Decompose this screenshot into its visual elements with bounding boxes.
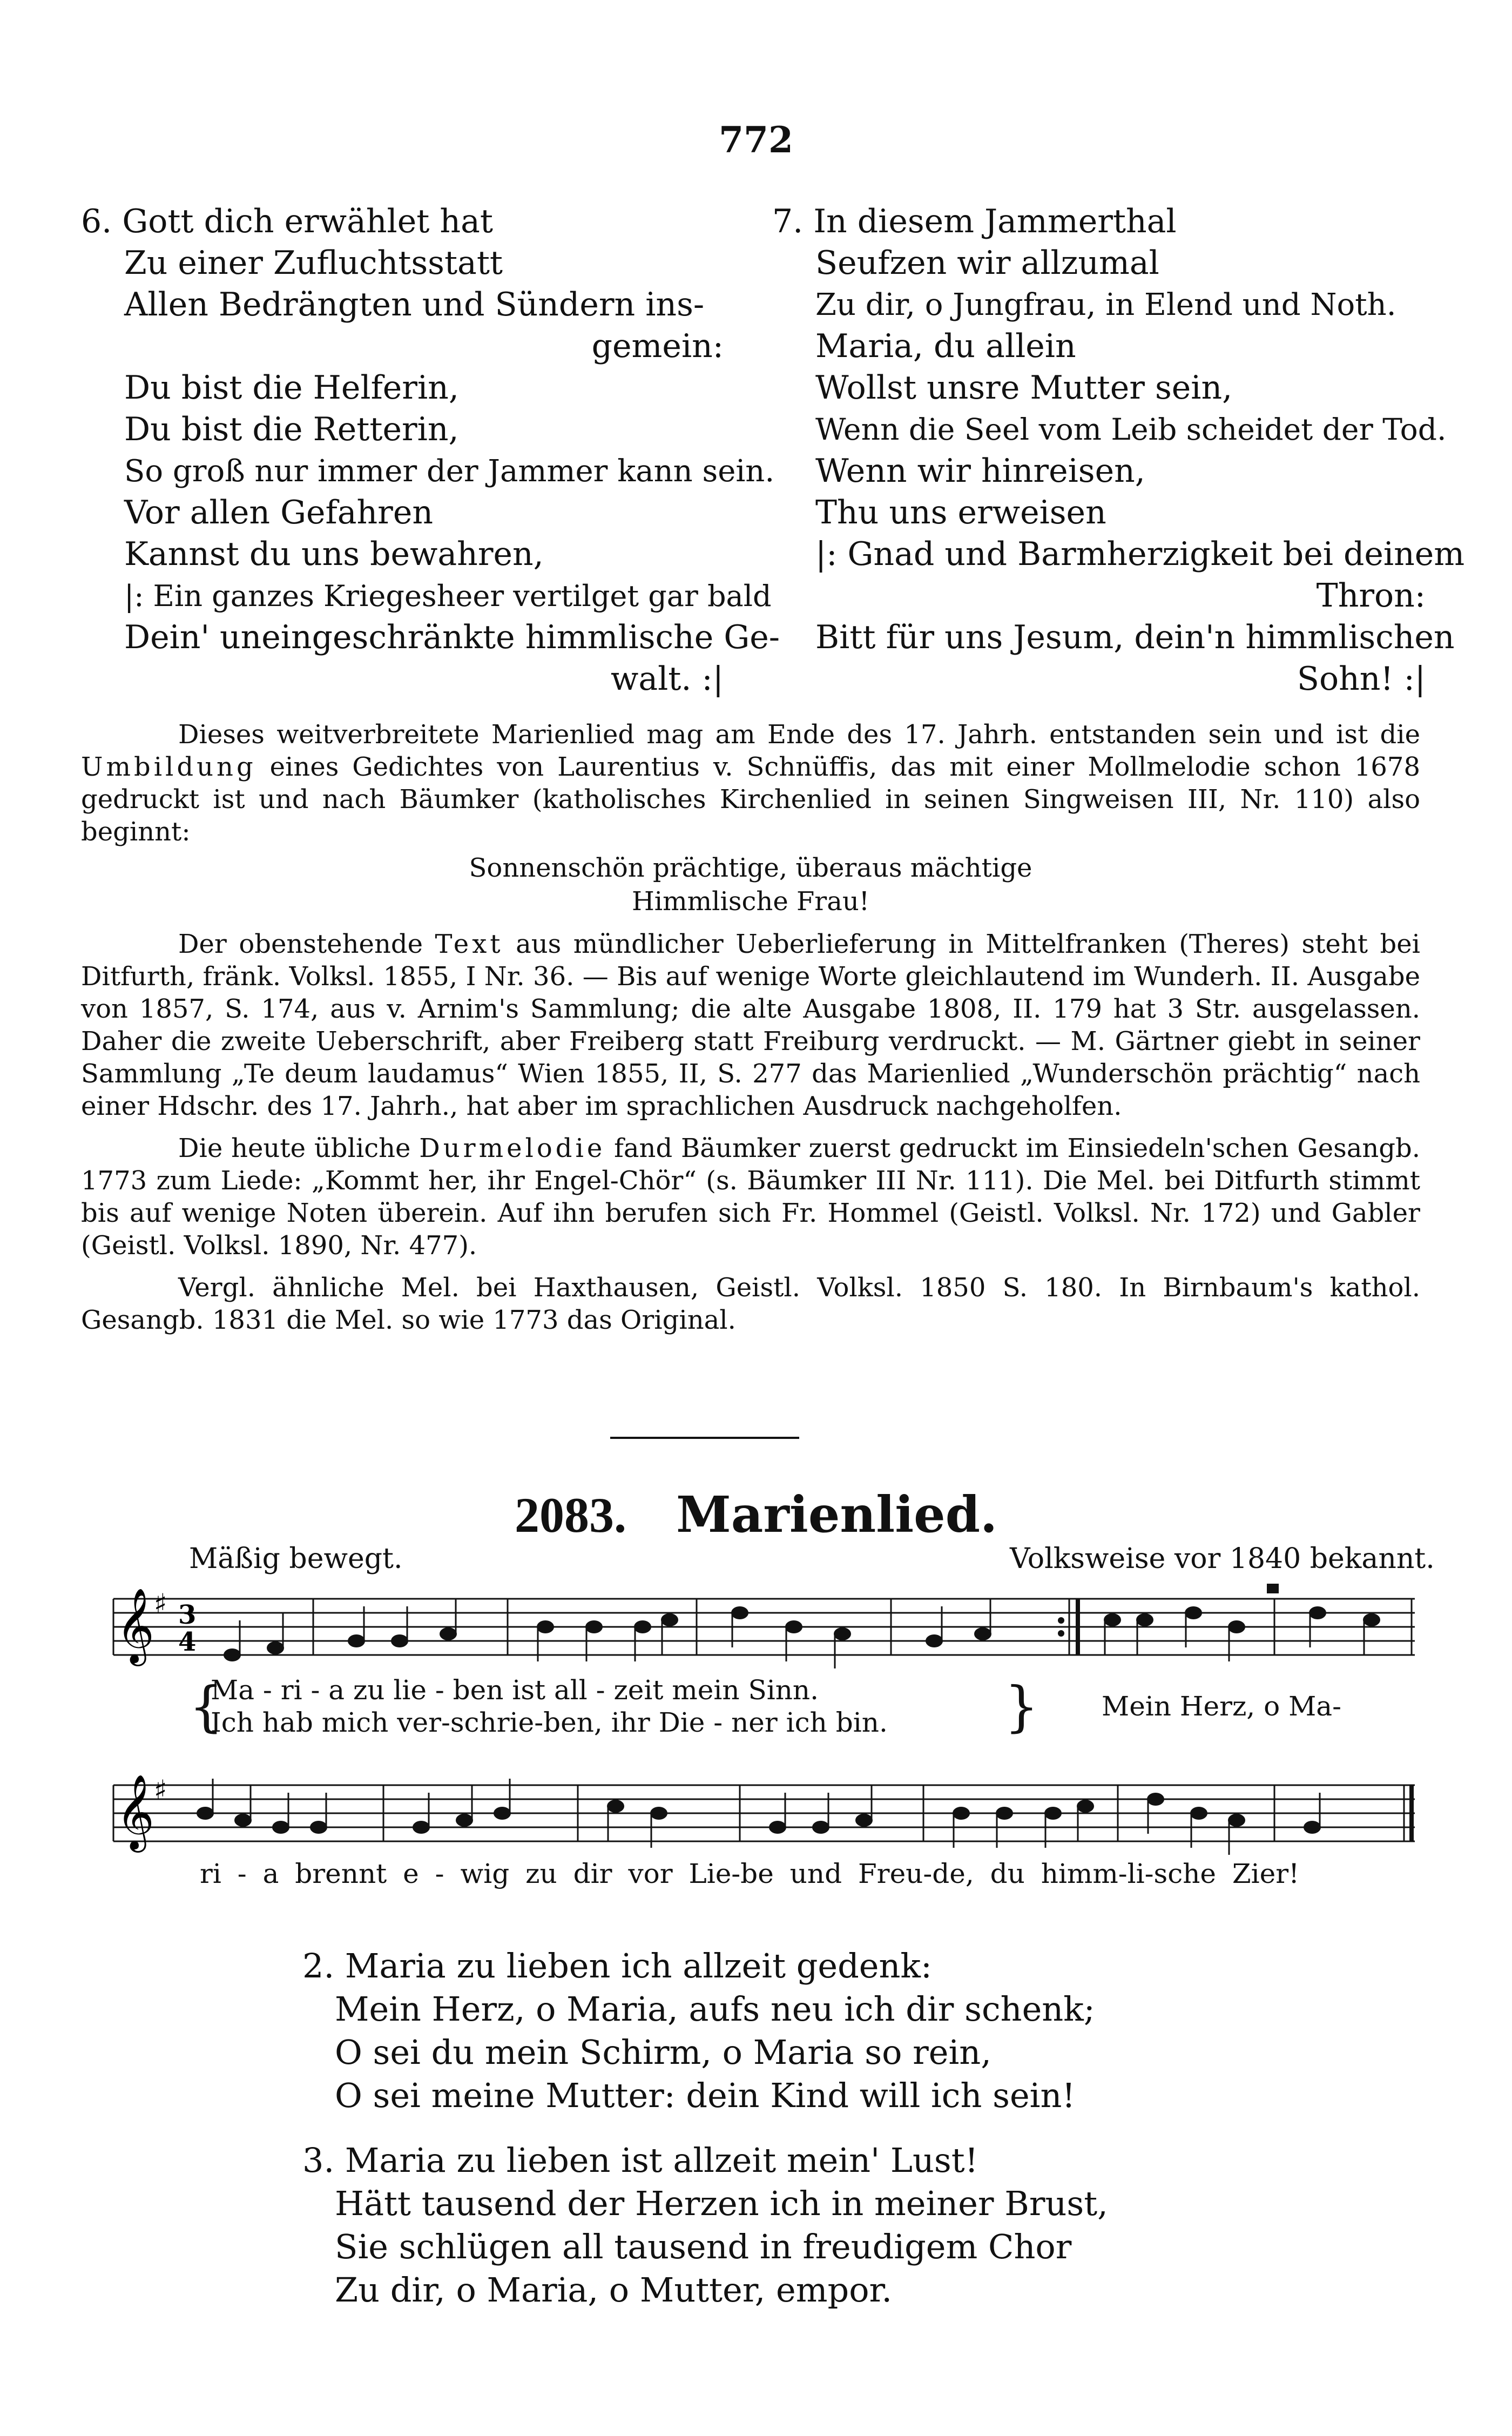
lyrics-line-2: ri - a brennt e - wig zu dir vor Lie-be und Freu-de, du himm-li-sche Zier! [200, 1858, 1300, 1889]
song-number: 2083. [514, 1488, 626, 1543]
stanza-line: Wollst unsre Mutter sein, [815, 369, 1233, 407]
melody-origin: Volksweise vor 1840 bekannt. [1010, 1543, 1435, 1575]
stanza-line: Seufzen wir allzumal [815, 244, 1159, 282]
note-text: Dieses weitverbreitete Marienlied mag am Ende des 17. Jahrh. entstanden sein und ist die [178, 719, 1420, 750]
treble-clef-icon: 𝄞 [116, 1588, 154, 1663]
verse-line: Zu dir, o Maria, o Mutter, empor. [335, 2270, 893, 2310]
verse-2 [302, 1944, 1095, 2117]
note-text: eines Gedichtes von Laurentius v. Schnüffis, das mit einer Mollmelodie schon 1678 gedruckt ist und nach Bäumker (katholisches Kirchenlied in seinen Singweisen III, Nr. 110) also beginnt: [81, 752, 1420, 847]
time-signature: 3 [178, 1600, 197, 1630]
song-heading [0, 1485, 1512, 1544]
note-heads [224, 1606, 1380, 1661]
stanza-line: Bitt für uns Jesum, dein'n himmlischen [815, 618, 1455, 656]
note-emphasis: Durmelodie [419, 1133, 606, 1163]
stanza-line: Zu dir, o Jungfrau, in Elend und Noth. [815, 287, 1396, 322]
stanza-line: gemein: [591, 327, 724, 365]
note-text: Die heute übliche [178, 1133, 411, 1163]
verse-line: O sei meine Mutter: dein Kind will ich sein! [335, 2076, 1076, 2115]
section-divider [610, 1437, 799, 1439]
page-number: 772 [719, 119, 793, 161]
note-emphasis: Text [435, 929, 504, 959]
stanza-line: Thron: [1316, 577, 1426, 615]
stanza-line: Wenn die Seel vom Leib scheidet der Tod. [815, 412, 1447, 447]
sharp-icon: ♯ [154, 1588, 167, 1619]
stanza-line: Dein' uneingeschränkte himmlische Ge- [124, 618, 780, 656]
note-text: aus mündlicher Ueberlieferung in Mittelfranken (Theres) steht bei Ditfurth, fränk. Volksl. 1855, I Nr. 36. — Bis auf wenige Worte gleichlautend im Wunderh. II. Ausgabe von 1857, S. 174, aus v. Arnim's Sammlung; die alte Ausgabe 1808, II. 179 hat 3 Str. ausgelassen. Daher die zweite Ueberschrift, aber Freiberg statt Freiburg verdruckt. — M. Gärtner giebt in seiner Sammlung „Te deum laudamus“ Wien 1855, II, S. 277 das Marienlied „Wunderschön prächtig“ nach einer Hdschr. des 17. Jahrh., hat aber im sprachlichen Ausdruck nachgeholfen. [81, 929, 1421, 1121]
stanza-6 [81, 201, 780, 700]
note-emphasis: Umbildung [81, 752, 256, 782]
note-text: Der obenstehende [178, 929, 423, 959]
stanza-line: Du bist die Helferin, [124, 369, 459, 407]
stanza-line: 7. In diesem Jammerthal [772, 203, 1177, 240]
note-paragraph-1 [81, 718, 1420, 848]
song-title: Marienlied. [676, 1485, 998, 1544]
verse-line: Sie schlügen all tausend in freudigem Chor [335, 2227, 1072, 2266]
quote-line: Himmlische Frau! [631, 886, 870, 917]
stanza-line: So groß nur immer der Jammer kann sein. [124, 454, 775, 489]
stanza-line: Allen Bedrängten und Sündern ins- [124, 286, 705, 324]
stanza-line: |: Ein ganzes Kriegesheer vertilget gar bald [124, 579, 772, 613]
stanza-line: Maria, du allein [815, 327, 1076, 365]
note-paragraph-2 [81, 928, 1420, 1122]
stanza-line: walt. :| [610, 660, 724, 698]
quote-line: Sonnenschön prächtige, überaus mächtige [469, 853, 1032, 883]
verse-line: 2. Maria zu lieben ich allzeit gedenk: [302, 1946, 932, 1986]
stanza-line: |: Gnad und Barmherzigkeit bei deinem [815, 535, 1465, 573]
verse-line: O sei du mein Schirm, o Maria so rein, [335, 2033, 991, 2072]
verse-3 [302, 2139, 1108, 2312]
verse-line: Hätt tausend der Herzen ich in meiner Brust, [335, 2184, 1108, 2223]
fermata-icon [1267, 1584, 1279, 1593]
verse-line: Mein Herz, o Maria, aufs neu ich dir schenk; [335, 1989, 1095, 2029]
quote-block [81, 851, 1420, 918]
stanza-line: Zu einer Zufluchtsstatt [124, 244, 503, 282]
brace-right-icon: } [1004, 1675, 1039, 1738]
tempo-marking: Mäßig bewegt. [189, 1543, 403, 1575]
stanza-line: Kannst du uns bewahren, [124, 535, 544, 573]
brace-left-icon: { [189, 1675, 224, 1738]
lyrics-refrain: Mein Herz, o Ma- [1102, 1691, 1341, 1722]
music-staff-2 [76, 1764, 1436, 1872]
stanza-line: Vor allen Gefahren [124, 494, 433, 531]
stanza-line: Du bist die Retterin, [124, 411, 459, 448]
time-signature: 4 [178, 1627, 197, 1657]
sharp-icon: ♯ [154, 1774, 167, 1806]
notes-section [81, 718, 1420, 1336]
note-paragraph-3 [81, 1132, 1420, 1262]
stanza-line: 6. Gott dich erwählet hat [81, 203, 493, 240]
stanza-line: Wenn wir hinreisen, [815, 452, 1145, 490]
stanza-line: Sohn! :| [1297, 660, 1426, 698]
stanza-7 [772, 201, 1465, 700]
lyrics-line-1a: Ma - ri - a zu lie - ben ist all - zeit mein Sinn. [211, 1674, 819, 1706]
stanza-line: Thu uns erweisen [815, 494, 1106, 531]
verse-line: 3. Maria zu lieben ist allzeit mein' Lust! [302, 2141, 978, 2180]
note-paragraph-4: Vergl. ähnliche Mel. bei Haxthausen, Geistl. Volksl. 1850 S. 180. In Birnbaum's kathol. Gesangb. 1831 die Mel. so wie 1773 das Original. [81, 1273, 1420, 1335]
note-text: fand Bäumker zuerst gedruckt im Einsiedeln'schen Gesangb. 1773 zum Liede: „Kommt her, ihr Engel-Chör“ (s. Bäumker III Nr. 111). Die Mel. bei Ditfurth stimmt bis auf wenige Noten überein. Auf ihn berufen sich Fr. Hommel (Geistl. Volksl. Nr. 172) und Gabler (Geistl. Volksl. 1890, Nr. 477). [81, 1133, 1421, 1261]
lyrics-line-1b: Ich hab mich ver-schrie-ben, ihr Die - ner ich bin. [211, 1707, 888, 1738]
treble-clef-icon: 𝄞 [116, 1774, 154, 1849]
